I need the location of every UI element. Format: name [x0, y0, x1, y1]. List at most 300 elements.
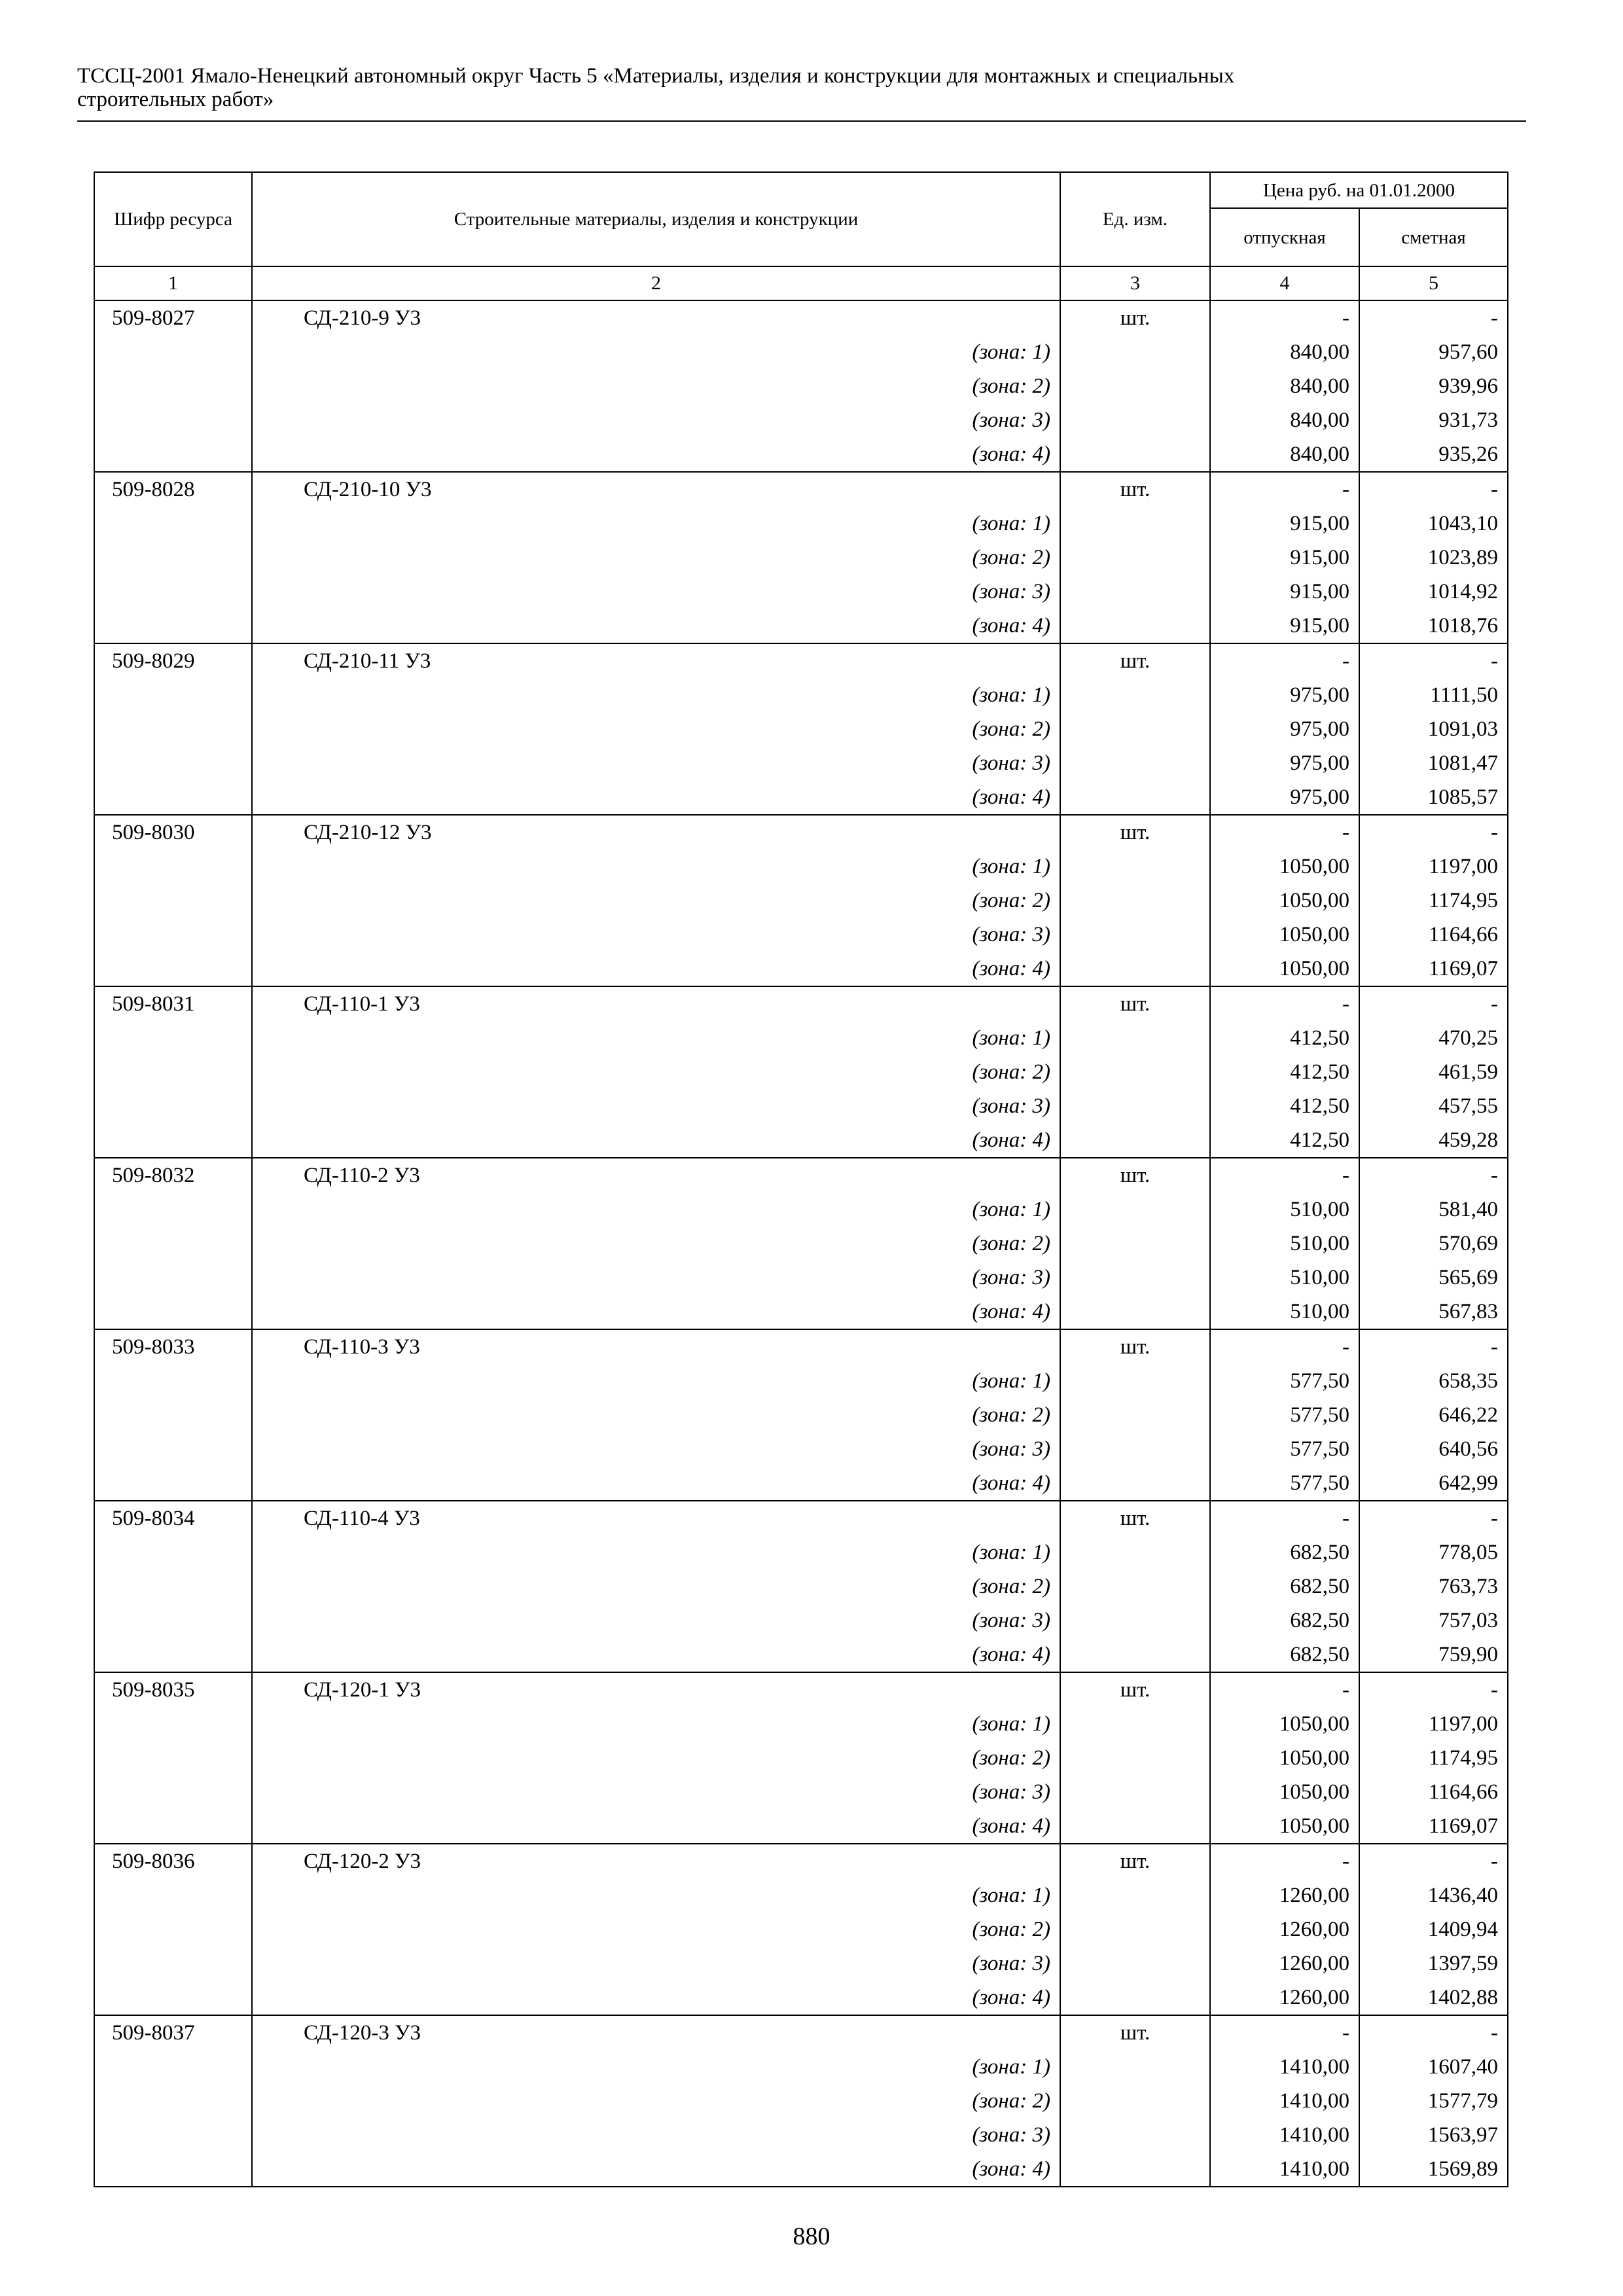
estimate-price: 567,83 — [1359, 1295, 1508, 1329]
estimate-price: 1397,59 — [1359, 1946, 1508, 1981]
zone-label: (зона: 2) — [252, 369, 1060, 403]
zone-row — [94, 1775, 1508, 1809]
empty-unit-cell — [1060, 1364, 1210, 1398]
estimate-price: 1174,95 — [1359, 884, 1508, 918]
zone-label: (зона: 1) — [252, 1878, 1060, 1912]
empty-unit-cell — [1060, 1089, 1210, 1123]
estimate-price: 565,69 — [1359, 1261, 1508, 1295]
col-number: 3 — [1060, 266, 1210, 300]
empty-code-cell — [94, 2050, 252, 2084]
empty-code-cell — [94, 1466, 252, 1501]
empty-unit-cell — [1060, 1398, 1210, 1432]
resource-name: СД-210-12 У3 — [252, 815, 1060, 850]
zone-row — [94, 884, 1508, 918]
empty-unit-cell — [1060, 1741, 1210, 1775]
release-price: 1260,00 — [1210, 1912, 1359, 1946]
release-price: 1050,00 — [1210, 918, 1359, 952]
zone-row — [94, 2050, 1508, 2084]
zone-label: (зона: 1) — [252, 850, 1060, 884]
estimate-price: 1018,76 — [1359, 609, 1508, 643]
zone-row — [94, 1638, 1508, 1672]
empty-code-cell — [94, 335, 252, 369]
resource-row — [94, 1501, 1508, 1535]
resource-row — [94, 1672, 1508, 1707]
release-price: 1260,00 — [1210, 1946, 1359, 1981]
empty-code-cell — [94, 1193, 252, 1227]
resource-row — [94, 1329, 1508, 1364]
release-price: 1260,00 — [1210, 1981, 1359, 2015]
release-price: - — [1210, 643, 1359, 678]
empty-code-cell — [94, 1707, 252, 1741]
zone-label: (зона: 4) — [252, 1638, 1060, 1672]
col-header-estimate: сметная — [1359, 208, 1508, 266]
empty-code-cell — [94, 1227, 252, 1261]
resource-row — [94, 1844, 1508, 1878]
zone-row — [94, 1570, 1508, 1604]
estimate-price: 1043,10 — [1359, 507, 1508, 541]
zone-label: (зона: 1) — [252, 335, 1060, 369]
empty-unit-cell — [1060, 1227, 1210, 1261]
estimate-price: - — [1359, 986, 1508, 1021]
estimate-price: 1164,66 — [1359, 1775, 1508, 1809]
empty-code-cell — [94, 1432, 252, 1466]
price-table — [94, 171, 1508, 2187]
zone-label: (зона: 1) — [252, 678, 1060, 712]
release-price: 840,00 — [1210, 369, 1359, 403]
resource-row — [94, 472, 1508, 507]
empty-code-cell — [94, 678, 252, 712]
zone-label: (зона: 4) — [252, 1123, 1060, 1158]
release-price: 840,00 — [1210, 335, 1359, 369]
zone-label: (зона: 2) — [252, 1398, 1060, 1432]
empty-unit-cell — [1060, 1261, 1210, 1295]
zone-label: (зона: 4) — [252, 1981, 1060, 2015]
zone-label: (зона: 3) — [252, 746, 1060, 780]
release-price: 975,00 — [1210, 780, 1359, 815]
estimate-price: - — [1359, 815, 1508, 850]
estimate-price: 642,99 — [1359, 1466, 1508, 1501]
zone-row — [94, 575, 1508, 609]
resource-unit: шт. — [1060, 472, 1210, 507]
empty-unit-cell — [1060, 609, 1210, 643]
release-price: 412,50 — [1210, 1021, 1359, 1055]
empty-code-cell — [94, 369, 252, 403]
resource-unit: шт. — [1060, 1501, 1210, 1535]
zone-label: (зона: 4) — [252, 952, 1060, 986]
estimate-price: 935,26 — [1359, 437, 1508, 472]
zone-row — [94, 678, 1508, 712]
page-number: 880 — [793, 2223, 830, 2250]
estimate-price: 759,90 — [1359, 1638, 1508, 1672]
estimate-price: 1409,94 — [1359, 1912, 1508, 1946]
zone-row — [94, 1878, 1508, 1912]
empty-code-cell — [94, 918, 252, 952]
empty-code-cell — [94, 541, 252, 575]
resource-name: СД-110-2 У3 — [252, 1158, 1060, 1193]
empty-unit-cell — [1060, 1604, 1210, 1638]
empty-unit-cell — [1060, 952, 1210, 986]
empty-code-cell — [94, 1809, 252, 1844]
resource-name: СД-210-11 У3 — [252, 643, 1060, 678]
zone-row — [94, 746, 1508, 780]
empty-code-cell — [94, 575, 252, 609]
zone-label: (зона: 3) — [252, 2118, 1060, 2152]
release-price: - — [1210, 1158, 1359, 1193]
estimate-price: 640,56 — [1359, 1432, 1508, 1466]
zone-label: (зона: 1) — [252, 1193, 1060, 1227]
empty-code-cell — [94, 1741, 252, 1775]
zone-row — [94, 1261, 1508, 1295]
estimate-price: 1164,66 — [1359, 918, 1508, 952]
estimate-price: - — [1359, 1501, 1508, 1535]
estimate-price: 658,35 — [1359, 1364, 1508, 1398]
release-price: 1260,00 — [1210, 1878, 1359, 1912]
empty-code-cell — [94, 1261, 252, 1295]
resource-code: 509-8037 — [94, 2015, 252, 2050]
zone-label: (зона: 3) — [252, 918, 1060, 952]
empty-unit-cell — [1060, 403, 1210, 437]
zone-row — [94, 1604, 1508, 1638]
empty-unit-cell — [1060, 1775, 1210, 1809]
empty-unit-cell — [1060, 1809, 1210, 1844]
release-price: - — [1210, 1672, 1359, 1707]
estimate-price: 457,55 — [1359, 1089, 1508, 1123]
release-price: - — [1210, 986, 1359, 1021]
estimate-price: 757,03 — [1359, 1604, 1508, 1638]
zone-row — [94, 1055, 1508, 1089]
empty-unit-cell — [1060, 1295, 1210, 1329]
release-price: 1410,00 — [1210, 2152, 1359, 2187]
resource-code: 509-8031 — [94, 986, 252, 1021]
release-price: - — [1210, 815, 1359, 850]
zone-label: (зона: 2) — [252, 1741, 1060, 1775]
empty-unit-cell — [1060, 1878, 1210, 1912]
col-header-code: Шифр ресурса — [94, 172, 252, 266]
resource-unit: шт. — [1060, 1844, 1210, 1878]
estimate-price: - — [1359, 1329, 1508, 1364]
empty-code-cell — [94, 1570, 252, 1604]
release-price: 915,00 — [1210, 609, 1359, 643]
estimate-price: 1091,03 — [1359, 712, 1508, 746]
release-price: 682,50 — [1210, 1638, 1359, 1672]
empty-code-cell — [94, 1535, 252, 1570]
empty-unit-cell — [1060, 1638, 1210, 1672]
col-number: 2 — [252, 266, 1060, 300]
empty-unit-cell — [1060, 2152, 1210, 2187]
release-price: 682,50 — [1210, 1604, 1359, 1638]
release-price: 577,50 — [1210, 1466, 1359, 1501]
release-price: 510,00 — [1210, 1193, 1359, 1227]
zone-row — [94, 1295, 1508, 1329]
release-price: 510,00 — [1210, 1227, 1359, 1261]
estimate-price: - — [1359, 2015, 1508, 2050]
empty-unit-cell — [1060, 1535, 1210, 1570]
empty-unit-cell — [1060, 1466, 1210, 1501]
document-header — [77, 64, 1524, 111]
empty-code-cell — [94, 712, 252, 746]
empty-code-cell — [94, 1604, 252, 1638]
zone-row — [94, 2118, 1508, 2152]
estimate-price: 1111,50 — [1359, 678, 1508, 712]
resource-code: 509-8034 — [94, 1501, 252, 1535]
empty-code-cell — [94, 2118, 252, 2152]
empty-unit-cell — [1060, 507, 1210, 541]
zone-row — [94, 369, 1508, 403]
zone-row — [94, 437, 1508, 472]
empty-unit-cell — [1060, 1123, 1210, 1158]
empty-unit-cell — [1060, 678, 1210, 712]
empty-code-cell — [94, 1946, 252, 1981]
estimate-price: 763,73 — [1359, 1570, 1508, 1604]
empty-unit-cell — [1060, 1055, 1210, 1089]
empty-code-cell — [94, 1638, 252, 1672]
empty-unit-cell — [1060, 746, 1210, 780]
resource-row — [94, 986, 1508, 1021]
empty-unit-cell — [1060, 335, 1210, 369]
empty-unit-cell — [1060, 1021, 1210, 1055]
empty-code-cell — [94, 1981, 252, 2015]
zone-label: (зона: 3) — [252, 1946, 1060, 1981]
release-price: - — [1210, 1501, 1359, 1535]
estimate-price: 461,59 — [1359, 1055, 1508, 1089]
empty-code-cell — [94, 507, 252, 541]
estimate-price: - — [1359, 472, 1508, 507]
empty-code-cell — [94, 1295, 252, 1329]
col-number: 5 — [1359, 266, 1508, 300]
resource-row — [94, 1158, 1508, 1193]
resource-unit: шт. — [1060, 1158, 1210, 1193]
release-price: 577,50 — [1210, 1364, 1359, 1398]
release-price: 975,00 — [1210, 678, 1359, 712]
price-table-body — [94, 300, 1508, 2187]
estimate-price: 1436,40 — [1359, 1878, 1508, 1912]
release-price: 682,50 — [1210, 1535, 1359, 1570]
empty-code-cell — [94, 1398, 252, 1432]
empty-code-cell — [94, 1021, 252, 1055]
empty-code-cell — [94, 403, 252, 437]
empty-unit-cell — [1060, 712, 1210, 746]
resource-code: 509-8036 — [94, 1844, 252, 1878]
empty-code-cell — [94, 1123, 252, 1158]
release-price: - — [1210, 1329, 1359, 1364]
empty-code-cell — [94, 2084, 252, 2118]
release-price: 1410,00 — [1210, 2118, 1359, 2152]
zone-row — [94, 609, 1508, 643]
estimate-price: 1563,97 — [1359, 2118, 1508, 2152]
release-price: 510,00 — [1210, 1295, 1359, 1329]
zone-row — [94, 1809, 1508, 1844]
zone-label: (зона: 2) — [252, 1227, 1060, 1261]
zone-label: (зона: 1) — [252, 1021, 1060, 1055]
zone-label: (зона: 4) — [252, 1466, 1060, 1501]
release-price: 1050,00 — [1210, 850, 1359, 884]
estimate-price: 1174,95 — [1359, 1741, 1508, 1775]
estimate-price: - — [1359, 1844, 1508, 1878]
resource-code: 509-8032 — [94, 1158, 252, 1193]
empty-unit-cell — [1060, 780, 1210, 815]
estimate-price: 1197,00 — [1359, 1707, 1508, 1741]
release-price: 915,00 — [1210, 507, 1359, 541]
estimate-price: 1085,57 — [1359, 780, 1508, 815]
resource-row — [94, 643, 1508, 678]
zone-row — [94, 1398, 1508, 1432]
zone-row — [94, 918, 1508, 952]
zone-row — [94, 1946, 1508, 1981]
zone-label: (зона: 3) — [252, 1604, 1060, 1638]
release-price: 915,00 — [1210, 575, 1359, 609]
estimate-price: 939,96 — [1359, 369, 1508, 403]
release-price: 975,00 — [1210, 712, 1359, 746]
release-price: 1410,00 — [1210, 2084, 1359, 2118]
zone-row — [94, 712, 1508, 746]
empty-code-cell — [94, 884, 252, 918]
zone-row — [94, 1193, 1508, 1227]
release-price: 1050,00 — [1210, 1775, 1359, 1809]
zone-row — [94, 507, 1508, 541]
empty-unit-cell — [1060, 1193, 1210, 1227]
resource-unit: шт. — [1060, 643, 1210, 678]
zone-row — [94, 2084, 1508, 2118]
release-price: 840,00 — [1210, 437, 1359, 472]
empty-code-cell — [94, 1775, 252, 1809]
estimate-price: - — [1359, 300, 1508, 335]
zone-label: (зона: 3) — [252, 403, 1060, 437]
empty-code-cell — [94, 2152, 252, 2187]
release-price: 412,50 — [1210, 1123, 1359, 1158]
empty-unit-cell — [1060, 369, 1210, 403]
zone-row — [94, 1227, 1508, 1261]
estimate-price: 1023,89 — [1359, 541, 1508, 575]
zone-row — [94, 335, 1508, 369]
empty-code-cell — [94, 1912, 252, 1946]
estimate-price: 1569,89 — [1359, 2152, 1508, 2187]
zone-row — [94, 1466, 1508, 1501]
release-price: 1050,00 — [1210, 884, 1359, 918]
empty-unit-cell — [1060, 2050, 1210, 2084]
empty-code-cell — [94, 746, 252, 780]
estimate-price: - — [1359, 1158, 1508, 1193]
col-number: 1 — [94, 266, 252, 300]
col-header-unit: Ед. изм. — [1060, 172, 1210, 266]
estimate-price: 1014,92 — [1359, 575, 1508, 609]
zone-label: (зона: 3) — [252, 1261, 1060, 1295]
zone-label: (зона: 4) — [252, 1809, 1060, 1844]
col-header-release: отпускная — [1210, 208, 1359, 266]
resource-row — [94, 815, 1508, 850]
estimate-price: 646,22 — [1359, 1398, 1508, 1432]
zone-label: (зона: 4) — [252, 609, 1060, 643]
release-price: 1050,00 — [1210, 1809, 1359, 1844]
zone-row — [94, 780, 1508, 815]
estimate-price: 570,69 — [1359, 1227, 1508, 1261]
release-price: 412,50 — [1210, 1055, 1359, 1089]
estimate-price: - — [1359, 1672, 1508, 1707]
estimate-price: 1402,88 — [1359, 1981, 1508, 2015]
resource-code: 509-8028 — [94, 472, 252, 507]
estimate-price: - — [1359, 643, 1508, 678]
release-price: 577,50 — [1210, 1398, 1359, 1432]
empty-unit-cell — [1060, 1912, 1210, 1946]
release-price: 1050,00 — [1210, 952, 1359, 986]
resource-unit: шт. — [1060, 1672, 1210, 1707]
zone-label: (зона: 3) — [252, 1432, 1060, 1466]
release-price: 510,00 — [1210, 1261, 1359, 1295]
release-price: 682,50 — [1210, 1570, 1359, 1604]
empty-unit-cell — [1060, 541, 1210, 575]
resource-code: 509-8027 — [94, 300, 252, 335]
empty-code-cell — [94, 609, 252, 643]
zone-label: (зона: 2) — [252, 712, 1060, 746]
zone-row — [94, 2152, 1508, 2187]
zone-row — [94, 1089, 1508, 1123]
zone-label: (зона: 2) — [252, 1055, 1060, 1089]
estimate-price: 1607,40 — [1359, 2050, 1508, 2084]
resource-code: 509-8035 — [94, 1672, 252, 1707]
col-number: 4 — [1210, 266, 1359, 300]
zone-label: (зона: 2) — [252, 1570, 1060, 1604]
zone-row — [94, 1364, 1508, 1398]
resource-name: СД-210-10 У3 — [252, 472, 1060, 507]
resource-row — [94, 2015, 1508, 2050]
resource-name: СД-110-1 У3 — [252, 986, 1060, 1021]
zone-label: (зона: 3) — [252, 1775, 1060, 1809]
empty-unit-cell — [1060, 2084, 1210, 2118]
release-price: - — [1210, 300, 1359, 335]
zone-label: (зона: 3) — [252, 1089, 1060, 1123]
resource-unit: шт. — [1060, 1329, 1210, 1364]
empty-code-cell — [94, 850, 252, 884]
zone-label: (зона: 4) — [252, 1295, 1060, 1329]
resource-unit: шт. — [1060, 2015, 1210, 2050]
zone-row — [94, 1123, 1508, 1158]
empty-code-cell — [94, 1364, 252, 1398]
resource-name: СД-120-3 У3 — [252, 2015, 1060, 2050]
release-price: - — [1210, 1844, 1359, 1878]
zone-label: (зона: 4) — [252, 2152, 1060, 2187]
zone-row — [94, 1707, 1508, 1741]
zone-row — [94, 1432, 1508, 1466]
empty-unit-cell — [1060, 850, 1210, 884]
zone-label: (зона: 1) — [252, 2050, 1060, 2084]
release-price: - — [1210, 2015, 1359, 2050]
empty-code-cell — [94, 780, 252, 815]
zone-label: (зона: 4) — [252, 780, 1060, 815]
col-header-price-group: Цена руб. на 01.01.2000 — [1210, 172, 1508, 208]
empty-unit-cell — [1060, 918, 1210, 952]
zone-label: (зона: 2) — [252, 1912, 1060, 1946]
resource-name: СД-110-3 У3 — [252, 1329, 1060, 1364]
empty-unit-cell — [1060, 884, 1210, 918]
empty-code-cell — [94, 437, 252, 472]
zone-row — [94, 1912, 1508, 1946]
zone-row — [94, 1981, 1508, 2015]
estimate-price: 931,73 — [1359, 403, 1508, 437]
resource-code: 509-8033 — [94, 1329, 252, 1364]
estimate-price: 778,05 — [1359, 1535, 1508, 1570]
zone-label: (зона: 2) — [252, 2084, 1060, 2118]
zone-label: (зона: 1) — [252, 1707, 1060, 1741]
resource-name: СД-110-4 У3 — [252, 1501, 1060, 1535]
estimate-price: 1197,00 — [1359, 850, 1508, 884]
estimate-price: 1081,47 — [1359, 746, 1508, 780]
estimate-price: 957,60 — [1359, 335, 1508, 369]
resource-unit: шт. — [1060, 815, 1210, 850]
estimate-price: 470,25 — [1359, 1021, 1508, 1055]
resource-unit: шт. — [1060, 986, 1210, 1021]
release-price: 577,50 — [1210, 1432, 1359, 1466]
resource-unit: шт. — [1060, 300, 1210, 335]
estimate-price: 1577,79 — [1359, 2084, 1508, 2118]
